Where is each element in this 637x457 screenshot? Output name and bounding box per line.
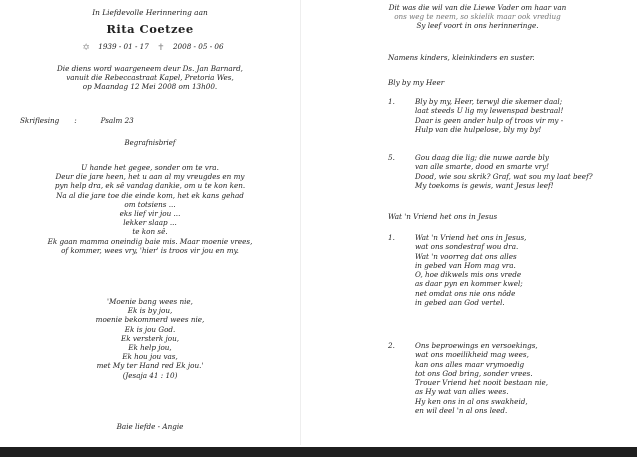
hymn2-verse2 [415, 341, 548, 415]
verse-line: wat ons sondestraf wou dra. [415, 242, 519, 252]
verse-line: in gebed van Hom mag vra. [415, 260, 516, 270]
hymn2-title: Wat 'n Vriend het ons in Jesus [388, 212, 498, 221]
verse-line: as daar pyn en kommer kwel; [415, 279, 523, 289]
letter-line: Deur die jare heen, het u aan al my vreugdes en my [55, 172, 245, 182]
poem-line: Ek hou jou vas, [122, 352, 178, 362]
service-line: vanuit die Rebeccastraat Kapel, Pretoria Wes, [66, 73, 234, 83]
service-line: op Maandag 12 Mei 2008 om 13h00. [82, 82, 218, 92]
letter-line: Ek gaan mamma oneindig baie mis. Maar moenie vrees, [47, 236, 253, 246]
letter-line: om totsiens ... [124, 199, 176, 209]
reading-separator: : [74, 116, 77, 125]
verse-line: Daar is geen ander hulp of troos vir my - [415, 115, 564, 125]
hymn1-title: Bly by my Heer [388, 78, 445, 87]
verse-line: tot ons God bring, sonder vrees. [415, 368, 533, 378]
poem-line: Ek versterk jou, [120, 333, 179, 343]
verse-line: Trouer Vriend het nooit bestaan nie, [415, 378, 549, 388]
verse-line: Gou daag die lig; die nuwe aarde bly [415, 153, 549, 162]
hymn2-verse1 [415, 233, 526, 307]
verse-line: O, hoe dikwels mis ons vrede [415, 270, 522, 280]
verse-line: Wat 'n Vriend het ons in Jesus, [415, 233, 527, 242]
verse-line: Hulp van die hulpelose, bly my by! [415, 124, 542, 134]
poem-line: Ek is by jou, [127, 306, 173, 316]
memorial-heading: In Liefdevolle Herinnering aan [92, 8, 208, 17]
hymn1-verse5 [415, 153, 593, 190]
verse-line: Hy ken ons in al ons swakheid, [415, 396, 528, 406]
verse-line: kan ons alles maar vrymoedig [415, 359, 525, 369]
signoff: Baie liefde - Angie [116, 422, 184, 431]
letter-line: pyn help dra, ek sê vandag dankie, om u te kon ken. [54, 181, 246, 191]
verse-line: Wat 'n voorreg dat ons alles [415, 251, 517, 261]
letter-text [0, 163, 300, 255]
intro-line: Sy leef voort in ons herinneringe. [416, 21, 539, 31]
verse-line: Ons beproewings en versoekings, [415, 341, 538, 350]
poem-line: 'Moenie bang wees nie, [107, 297, 193, 306]
star-icon: ✡ [82, 43, 90, 53]
poem-line: moenie bekommerd wees nie, [95, 315, 205, 325]
letter-line: of kommer, wees vry, 'hier' is troos vir jou en my. [61, 245, 239, 255]
right-page [318, 0, 637, 445]
verse-number: 1. [388, 97, 395, 106]
poem-line: Ek help jou, [128, 343, 172, 353]
verse-line: My toekoms is gewis, want Jesus leef! [415, 180, 554, 190]
scripture-reading [20, 116, 134, 125]
poem-line: (Jesaja 41 : 10) [122, 370, 178, 380]
letter-line: eks lief vir jou ... [119, 209, 181, 219]
service-info [0, 64, 300, 92]
hymn1-verse1 [415, 97, 563, 134]
letter-line: U hande het gegee, sonder om te vra. [81, 163, 219, 172]
letter-line: Na al die jare toe die einde kom, het ek kans gehad [56, 190, 244, 200]
reading-label: Skriflesing [20, 116, 60, 125]
verse-number: 2. [388, 341, 395, 350]
poem [0, 297, 300, 380]
verse-line: as Hy wat van alles wees. [415, 387, 509, 397]
left-page [0, 0, 301, 445]
verse-number: 5. [388, 153, 395, 162]
intro-line: Dit was die wil van die Liewe Vader om haar van [388, 3, 567, 12]
verse-line: laat steeds U lig my lewenspad bestraal! [415, 106, 564, 116]
cross-icon: ✝ [157, 43, 165, 53]
verse-line: net omdat ons nie ons nôde [415, 288, 516, 298]
reading-value: Psalm 23 [100, 116, 134, 125]
death-date: 2008 - 05 - 06 [172, 42, 224, 51]
life-dates [0, 42, 300, 53]
verse-line: Bly by my, Heer, terwyl die skemer daal; [415, 97, 563, 106]
intro-line: ons weg te neem, so skielik maar ook vrediug [394, 12, 561, 22]
letter-title: Begrafnisbrief [124, 139, 176, 147]
bottom-edge-bar [0, 447, 637, 457]
family-line: Namens kinders, kleinkinders en suster. [388, 53, 535, 62]
poem-line: Ek is jou God. [124, 324, 176, 334]
letter-line: lekker slaap ... [123, 218, 177, 228]
verse-line: wat ons moeilikheid mag wees, [415, 350, 529, 360]
birth-date: 1939 - 01 - 17 [98, 42, 149, 51]
verse-line: Dood, wie sou skrik? Graf, wat sou my laat beef? [415, 171, 593, 181]
verse-line: van alle smarte, dood en smarte vry! [415, 162, 550, 172]
verse-line: in gebed aan God vertel. [415, 298, 505, 308]
poem-line: met My ter Hand red Ek jou.' [96, 361, 204, 371]
letter-line: te kon sê. [132, 227, 168, 237]
intro-text [318, 3, 637, 31]
verse-line: en wil deel 'n al ons leed. [415, 406, 508, 416]
verse-number: 1. [388, 233, 395, 242]
service-line: Die diens word waargeneem deur Ds. Jan Barnard, [57, 64, 243, 73]
deceased-name: Rita Coetzee [106, 22, 194, 36]
